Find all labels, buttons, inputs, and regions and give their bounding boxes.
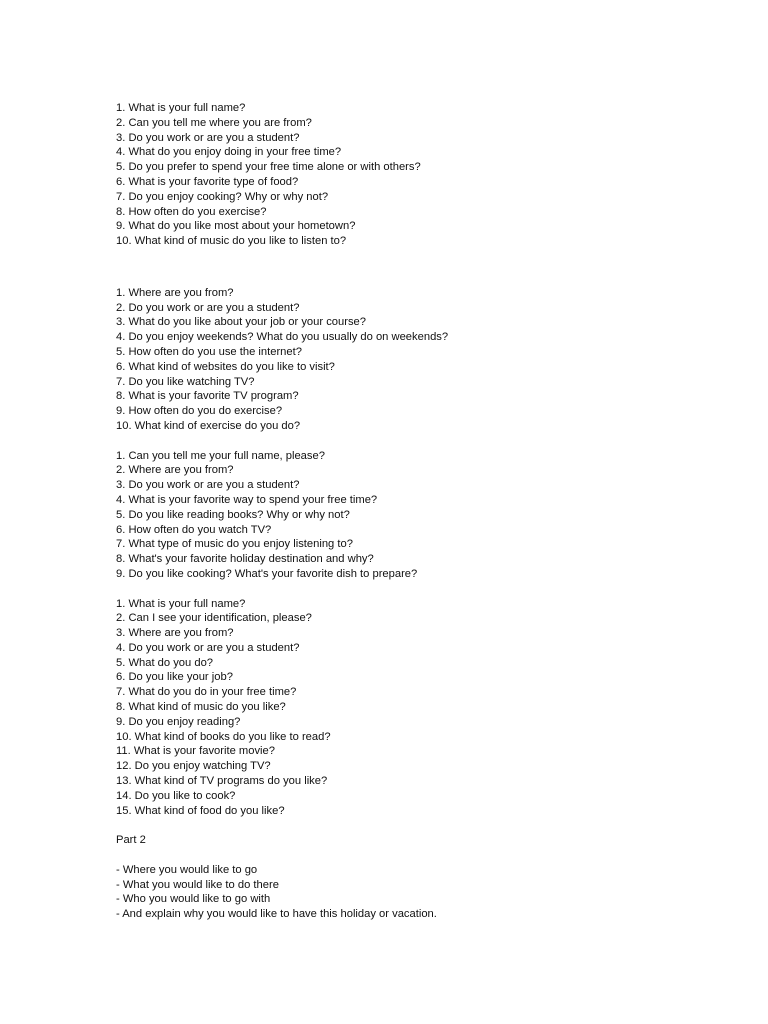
question-line: 3. Where are you from? [116, 627, 234, 640]
question-line: 7. Do you like watching TV? [116, 375, 255, 388]
section-spacer [116, 249, 736, 271]
question-list-1 [116, 101, 736, 249]
part-heading: Part 2 [116, 834, 146, 847]
question-line: 7. Do you enjoy cooking? Why or why not? [116, 190, 329, 203]
question-line: 6. How often do you watch TV? [116, 523, 272, 536]
cue-point: - What you would like to do there [116, 878, 279, 891]
question-list-3 [116, 449, 736, 582]
question-line: 15. What kind of food do you like? [116, 804, 285, 817]
question-line: 10. What kind of books do you like to read? [116, 730, 331, 743]
question-line: 14. Do you like to cook? [116, 789, 236, 802]
question-line: 1. What is your full name? [116, 597, 246, 610]
question-line: 8. What kind of music do you like? [116, 701, 286, 714]
question-line: 9. Do you enjoy reading? [116, 715, 241, 728]
question-line: 4. What is your favorite way to spend your free time? [116, 493, 378, 506]
question-line: 7. What type of music do you enjoy listening to? [116, 538, 353, 551]
question-line: 7. What do you do in your free time? [116, 686, 297, 699]
part-heading-block [116, 833, 736, 848]
question-line: 2. Where are you from? [116, 464, 234, 477]
question-line: 9. Do you like cooking? What's your favorite dish to prepare? [116, 567, 418, 580]
question-line: 2. Can I see your identification, please? [116, 612, 312, 625]
cue-point: - And explain why you would like to have this holiday or vacation. [116, 908, 437, 921]
cue-card-points [116, 863, 736, 922]
question-line: 9. How often do you do exercise? [116, 405, 283, 418]
question-line: 1. Can you tell me your full name, please? [116, 449, 325, 462]
question-list-4 [116, 597, 736, 819]
question-line: 5. Do you prefer to spend your free time alone or with others? [116, 161, 421, 174]
question-line: 6. What is your favorite type of food? [116, 175, 299, 188]
question-line: 3. What do you like about your job or your course? [116, 316, 366, 329]
question-line: 8. What is your favorite TV program? [116, 390, 299, 403]
cue-point: - Where you would like to go [116, 863, 258, 876]
question-line: 6. What kind of websites do you like to visit? [116, 360, 335, 373]
section-spacer [116, 582, 736, 597]
question-line: 9. What do you like most about your hometown? [116, 220, 356, 233]
question-list-2 [116, 286, 736, 434]
question-line: 2. Can you tell me where you are from? [116, 116, 312, 129]
question-line: 3. Do you work or are you a student? [116, 479, 300, 492]
question-line: 5. Do you like reading books? Why or why not? [116, 508, 350, 521]
question-line: 2. Do you work or are you a student? [116, 301, 300, 314]
question-line: 1. Where are you from? [116, 286, 234, 299]
question-line: 5. How often do you use the internet? [116, 345, 302, 358]
question-line: 4. Do you enjoy weekends? What do you usually do on weekends? [116, 331, 449, 344]
question-line: 3. Do you work or are you a student? [116, 131, 300, 144]
question-line: 4. Do you work or are you a student? [116, 641, 300, 654]
question-line: 4. What do you enjoy doing in your free time? [116, 146, 342, 159]
question-line: 13. What kind of TV programs do you like? [116, 775, 328, 788]
question-line: 6. Do you like your job? [116, 671, 233, 684]
question-line: 10. What kind of music do you like to listen to? [116, 235, 347, 248]
section-spacer [116, 271, 736, 286]
section-spacer [116, 434, 736, 449]
document-body [116, 101, 736, 922]
section-spacer [116, 818, 736, 833]
section-spacer [116, 848, 736, 863]
cue-point: - Who you would like to go with [116, 893, 271, 906]
question-line: 8. What's your favorite holiday destination and why? [116, 553, 374, 566]
question-line: 12. Do you enjoy watching TV? [116, 760, 271, 773]
question-line: 1. What is your full name? [116, 102, 246, 114]
question-line: 8. How often do you exercise? [116, 205, 267, 218]
question-line: 10. What kind of exercise do you do? [116, 419, 301, 432]
question-line: 11. What is your favorite movie? [116, 745, 275, 758]
question-line: 5. What do you do? [116, 656, 214, 669]
